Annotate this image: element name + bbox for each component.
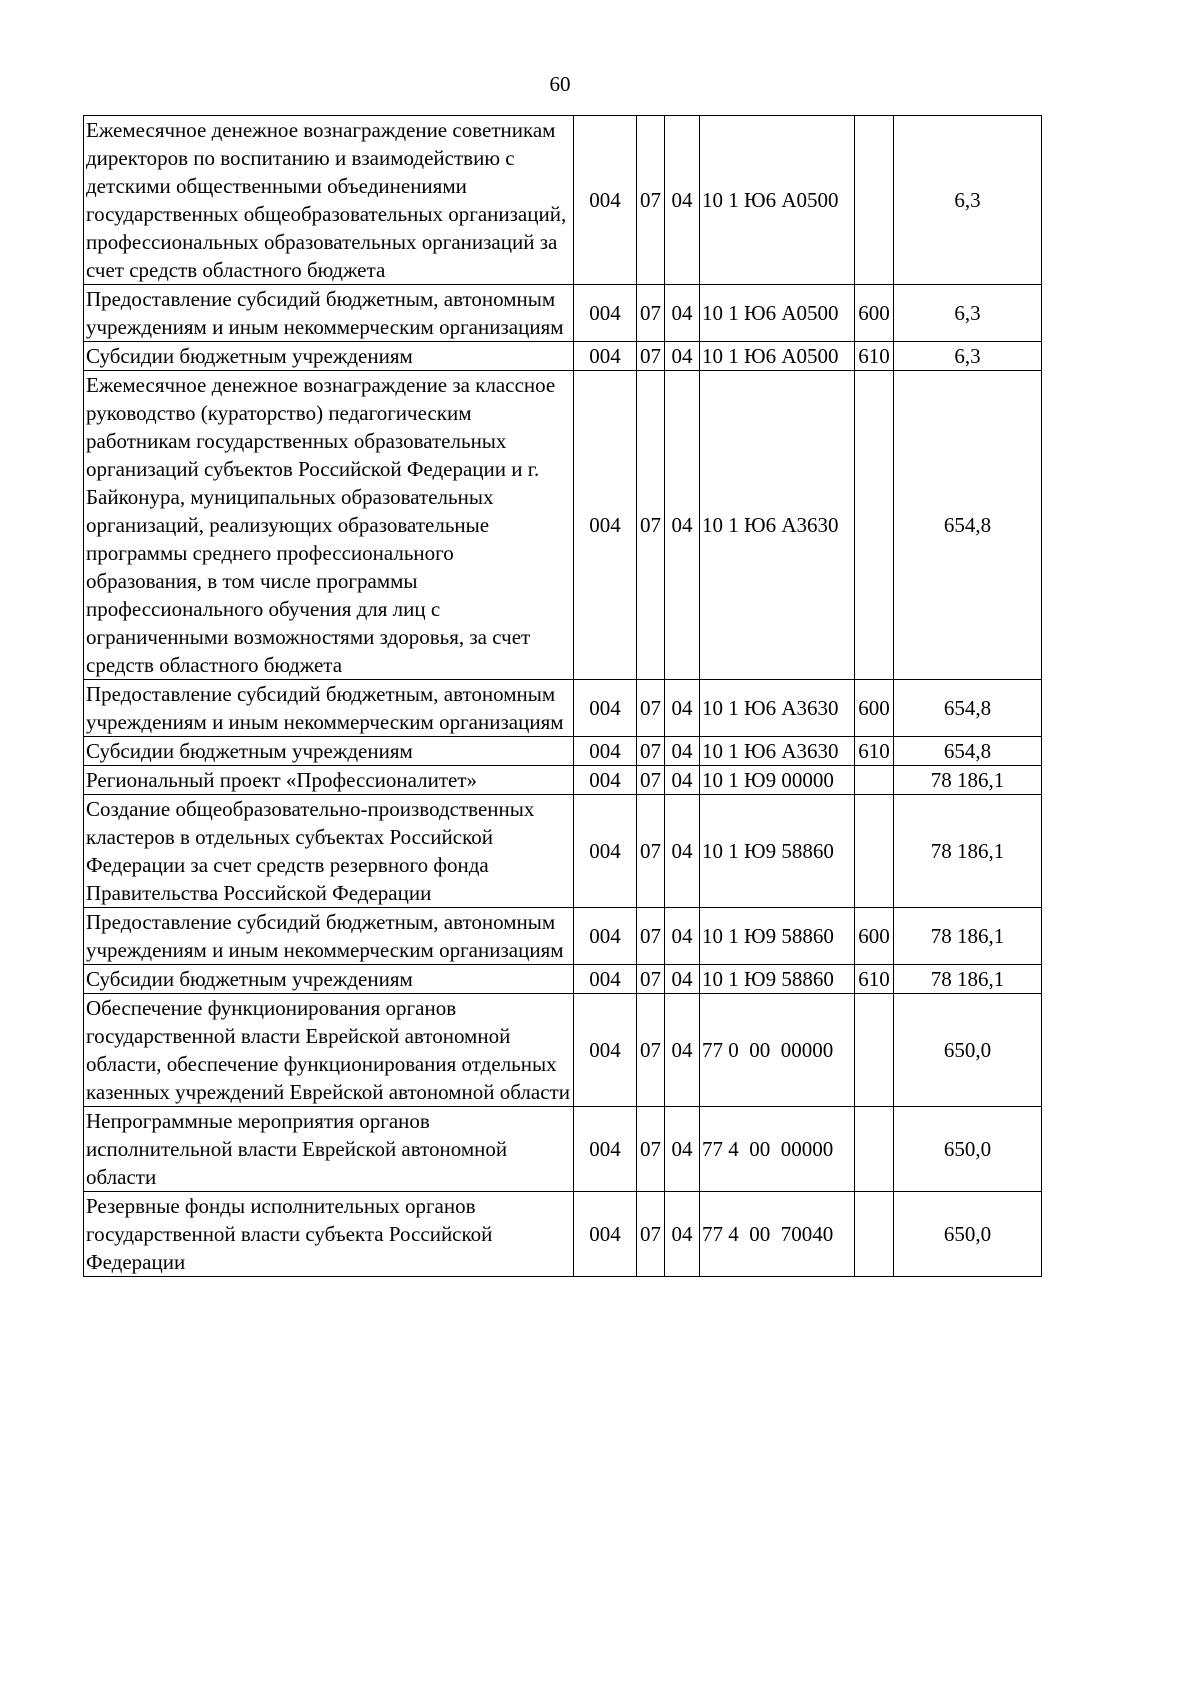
ministry-code: 004	[574, 1107, 637, 1192]
row-name: Ежемесячное денежное вознаграждение за классное руководство (кураторство) педагогическим работникам государственных образовательных организаций субъектов Российской Федерации и г. Байконура, муниципальных образовательных организаций, реализующих образовательные программы среднего профессионального образования, в том числе программы профессионального обучения для лиц с ограниченными возможностями здоровья, за счет средств областного бюджета	[84, 371, 574, 680]
section-code: 07	[637, 285, 665, 342]
subsection-code: 04	[665, 766, 700, 795]
section-code: 07	[637, 737, 665, 766]
table-row	[84, 1107, 1042, 1192]
expense-type-code	[855, 766, 894, 795]
row-name: Резервные фонды исполнительных органов государственной власти субъекта Российской Федерации	[84, 1192, 574, 1277]
expense-type-code: 610	[855, 965, 894, 994]
expense-type-code: 600	[855, 680, 894, 737]
amount: 6,3	[894, 342, 1042, 371]
subsection-code: 04	[665, 908, 700, 965]
table-row	[84, 680, 1042, 737]
table-row	[84, 737, 1042, 766]
row-name: Предоставление субсидий бюджетным, автономным учреждениям и иным некоммерческим организациям	[84, 908, 574, 965]
target-article-code: 10 1 Ю6 А3630	[700, 737, 855, 766]
expense-type-code: 610	[855, 737, 894, 766]
row-name: Региональный проект «Профессионалитет»	[84, 766, 574, 795]
table-row	[84, 285, 1042, 342]
page-number: 60	[549, 72, 571, 96]
ministry-code: 004	[574, 1192, 637, 1277]
ministry-code: 004	[574, 680, 637, 737]
amount: 654,8	[894, 680, 1042, 737]
target-article-code: 10 1 Ю6 А0500	[700, 285, 855, 342]
section-code: 07	[637, 994, 665, 1107]
ministry-code: 004	[574, 342, 637, 371]
table-row	[84, 795, 1042, 908]
row-name: Субсидии бюджетным учреждениям	[84, 965, 574, 994]
subsection-code: 04	[665, 965, 700, 994]
amount: 654,8	[894, 737, 1042, 766]
amount: 6,3	[894, 116, 1042, 285]
ministry-code: 004	[574, 795, 637, 908]
subsection-code: 04	[665, 737, 700, 766]
subsection-code: 04	[665, 342, 700, 371]
amount: 654,8	[894, 371, 1042, 680]
target-article-code: 10 1 Ю9 58860	[700, 795, 855, 908]
table-row	[84, 342, 1042, 371]
section-code: 07	[637, 680, 665, 737]
subsection-code: 04	[665, 1192, 700, 1277]
row-name: Создание общеобразовательно-производственных кластеров в отдельных субъектах Российской Федерации за счет средств резервного фонда Правительства Российской Федерации	[84, 795, 574, 908]
table-row	[84, 1192, 1042, 1277]
subsection-code: 04	[665, 285, 700, 342]
expense-type-code	[855, 116, 894, 285]
section-code: 07	[637, 371, 665, 680]
amount: 6,3	[894, 285, 1042, 342]
expense-type-code	[855, 1192, 894, 1277]
section-code: 07	[637, 116, 665, 285]
target-article-code: 77 0 00 00000	[700, 994, 855, 1107]
subsection-code: 04	[665, 371, 700, 680]
subsection-code: 04	[665, 1107, 700, 1192]
table-row	[84, 908, 1042, 965]
row-name: Обеспечение функционирования органов государственной власти Еврейской автономной области, обеспечение функционирования отдельных казенных учреждений Еврейской автономной области	[84, 994, 574, 1107]
expense-type-code: 600	[855, 908, 894, 965]
amount: 650,0	[894, 994, 1042, 1107]
row-name: Предоставление субсидий бюджетным, автономным учреждениям и иным некоммерческим организациям	[84, 680, 574, 737]
target-article-code: 77 4 00 00000	[700, 1107, 855, 1192]
section-code: 07	[637, 342, 665, 371]
section-code: 07	[637, 908, 665, 965]
ministry-code: 004	[574, 285, 637, 342]
target-article-code: 10 1 Ю9 58860	[700, 965, 855, 994]
target-article-code: 10 1 Ю6 А0500	[700, 342, 855, 371]
target-article-code: 10 1 Ю6 А3630	[700, 371, 855, 680]
expense-type-code: 600	[855, 285, 894, 342]
ministry-code: 004	[574, 965, 637, 994]
target-article-code: 10 1 Ю6 А3630	[700, 680, 855, 737]
amount: 78 186,1	[894, 795, 1042, 908]
ministry-code: 004	[574, 116, 637, 285]
section-code: 07	[637, 766, 665, 795]
budget-table-body	[84, 116, 1042, 1277]
amount: 78 186,1	[894, 965, 1042, 994]
row-name: Субсидии бюджетным учреждениям	[84, 737, 574, 766]
section-code: 07	[637, 965, 665, 994]
subsection-code: 04	[665, 116, 700, 285]
ministry-code: 004	[574, 908, 637, 965]
table-row	[84, 994, 1042, 1107]
ministry-code: 004	[574, 994, 637, 1107]
ministry-code: 004	[574, 371, 637, 680]
row-name: Ежемесячное денежное вознаграждение советникам директоров по воспитанию и взаимодействию с детскими общественными объединениями государственных общеобразовательных организаций, профессиональных образовательных организаций за счет средств областного бюджета	[84, 116, 574, 285]
amount: 78 186,1	[894, 908, 1042, 965]
target-article-code: 10 1 Ю6 А0500	[700, 116, 855, 285]
section-code: 07	[637, 1107, 665, 1192]
table-row	[84, 965, 1042, 994]
subsection-code: 04	[665, 994, 700, 1107]
expense-type-code	[855, 795, 894, 908]
subsection-code: 04	[665, 795, 700, 908]
ministry-code: 004	[574, 766, 637, 795]
table-row	[84, 371, 1042, 680]
expense-type-code	[855, 994, 894, 1107]
section-code: 07	[637, 795, 665, 908]
row-name: Непрограммные мероприятия органов исполнительной власти Еврейской автономной области	[84, 1107, 574, 1192]
expense-type-code	[855, 1107, 894, 1192]
table-row	[84, 766, 1042, 795]
expense-type-code: 610	[855, 342, 894, 371]
row-name: Субсидии бюджетным учреждениям	[84, 342, 574, 371]
section-code: 07	[637, 1192, 665, 1277]
subsection-code: 04	[665, 680, 700, 737]
target-article-code: 10 1 Ю9 58860	[700, 908, 855, 965]
amount: 78 186,1	[894, 766, 1042, 795]
target-article-code: 77 4 00 70040	[700, 1192, 855, 1277]
expense-type-code	[855, 371, 894, 680]
amount: 650,0	[894, 1192, 1042, 1277]
ministry-code: 004	[574, 737, 637, 766]
row-name: Предоставление субсидий бюджетным, автономным учреждениям и иным некоммерческим организациям	[84, 285, 574, 342]
amount: 650,0	[894, 1107, 1042, 1192]
target-article-code: 10 1 Ю9 00000	[700, 766, 855, 795]
table-row	[84, 116, 1042, 285]
budget-table	[83, 115, 1042, 1277]
